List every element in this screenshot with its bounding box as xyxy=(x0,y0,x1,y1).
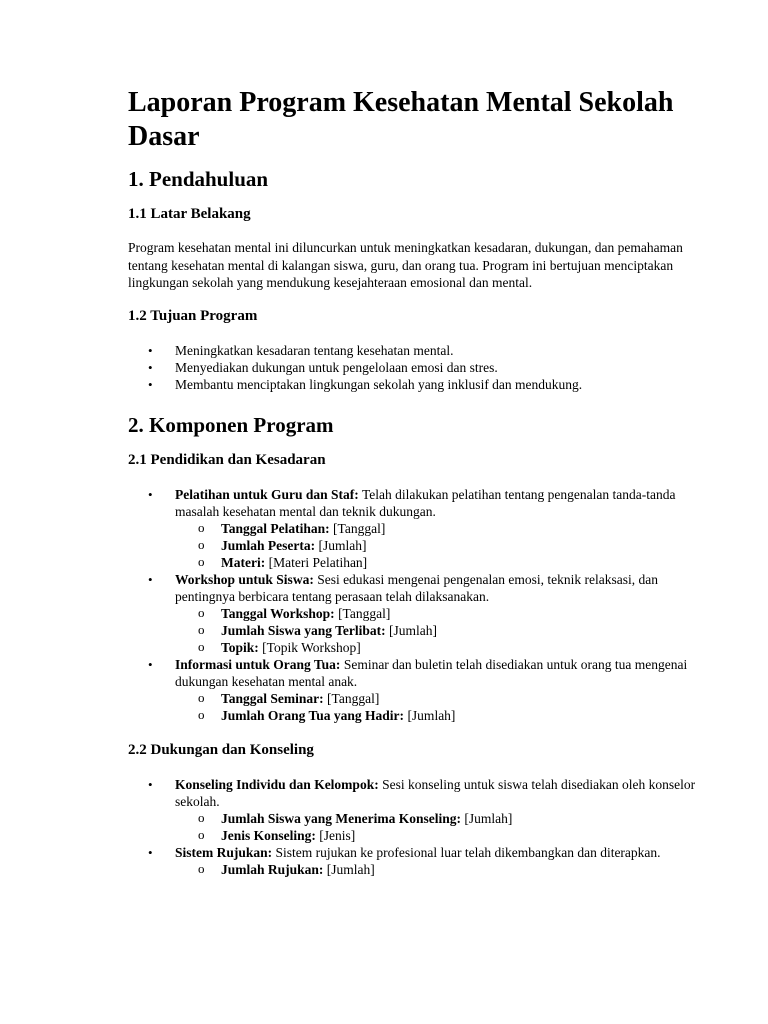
subsection-heading-tujuan-program: 1.2 Tujuan Program xyxy=(128,307,258,324)
sub-item-label: Tanggal Pelatihan: xyxy=(221,520,330,536)
subsection-heading-dukungan: 2.2 Dukungan dan Konseling xyxy=(128,741,314,758)
sub-item-value: [Materi Pelatihan] xyxy=(265,554,368,570)
sub-list-item xyxy=(175,827,698,844)
sub-item-label: Tanggal Seminar: xyxy=(221,690,324,706)
sub-item-label: Jumlah Rujukan: xyxy=(221,861,324,877)
sub-list-item xyxy=(175,861,698,878)
sub-list-item xyxy=(175,605,698,622)
subsection-heading-pendidikan: 2.1 Pendidikan dan Kesadaran xyxy=(128,451,326,468)
item-text: Telah dilakukan pelatihan tentang pengenalan tanda-tanda masalah kesehatan mental dan teknik dukungan. xyxy=(175,486,676,519)
sub-list-item xyxy=(175,639,698,656)
sub-list xyxy=(128,605,698,656)
tujuan-list xyxy=(128,342,698,393)
document-page xyxy=(128,86,698,878)
sub-item-value: [Jumlah] xyxy=(385,622,438,638)
item-text: Seminar dan buletin telah disediakan untuk orang tua mengenai dukungan kesehatan mental anak. xyxy=(175,656,688,689)
sub-item-value: [Jumlah] xyxy=(315,537,367,553)
sub-item-label: Jumlah Peserta: xyxy=(221,537,316,553)
list-item: • Menyediakan dukungan untuk pengelolaan emosi dan stres. xyxy=(128,359,698,376)
list-item: • Membantu menciptakan lingkungan sekolah yang inklusif dan mendukung. xyxy=(128,376,698,393)
sub-list-item xyxy=(175,707,698,724)
sub-item-label: Jumlah Siswa yang Terlibat: xyxy=(221,622,386,638)
item-text: Sesi edukasi mengenai pengenalan emosi, teknik relaksasi, dan pentingnya berbicara tentang perasaan telah dilaksanakan. xyxy=(175,571,658,604)
sub-list xyxy=(128,520,698,571)
latar-belakang-paragraph: Program kesehatan mental ini diluncurkan untuk meningkatkan kesadaran, dukungan, dan pemahaman tentang kesehatan mental di kalangan siswa, guru, dan orang tua. Program ini bertujuan menciptakan lingkungan sekolah yang mendukung kesejahteraan emosional dan mental. xyxy=(128,240,683,290)
sub-item-value: [Jenis] xyxy=(315,827,356,843)
sub-item-value: [Topik Workshop] xyxy=(258,639,361,655)
sub-item-label: Materi: xyxy=(221,554,266,570)
sub-item-label: Jenis Konseling: xyxy=(221,827,316,843)
section-heading-pendahuluan: 1. Pendahuluan xyxy=(128,167,269,191)
sub-list-item xyxy=(175,622,698,639)
sub-item-label: Topik: xyxy=(221,639,259,655)
sub-item-value: [Jumlah] xyxy=(461,810,513,826)
pendidikan-list xyxy=(128,486,698,724)
subsection-heading-latar-belakang: 1.1 Latar Belakang xyxy=(128,206,251,222)
item-label: Konseling Individu dan Kelompok: xyxy=(175,776,379,792)
sub-list-item xyxy=(175,520,698,537)
dukungan-list xyxy=(128,776,698,878)
sub-item-label: Jumlah Siswa yang Menerima Konseling: xyxy=(221,810,462,826)
list-item xyxy=(128,844,698,878)
section-heading-komponen-program: 2. Komponen Program xyxy=(128,412,334,437)
item-label: Informasi untuk Orang Tua: xyxy=(175,656,341,672)
sub-list-item xyxy=(175,537,698,554)
sub-list xyxy=(128,690,698,724)
item-label: Pelatihan untuk Guru dan Staf: xyxy=(175,486,359,502)
sub-list xyxy=(128,810,698,844)
sub-list xyxy=(128,861,698,878)
sub-item-label: Jumlah Orang Tua yang Hadir: xyxy=(221,707,405,723)
document-title: Laporan Program Kesehatan Mental Sekolah Dasar xyxy=(128,87,674,152)
sub-list-item xyxy=(175,690,698,707)
list-item xyxy=(128,486,698,571)
sub-item-label: Tanggal Workshop: xyxy=(221,605,335,621)
list-item xyxy=(128,571,698,656)
sub-list-item xyxy=(175,810,698,827)
item-text: Sesi konseling untuk siswa telah disediakan oleh konselor sekolah. xyxy=(175,776,696,809)
sub-item-value: [Tanggal] xyxy=(323,690,380,706)
item-text: Sistem rujukan ke profesional luar telah dikembangkan dan diterapkan. xyxy=(272,844,661,860)
sub-list-item xyxy=(175,554,698,571)
sub-item-value: [Tanggal] xyxy=(334,605,391,621)
list-item: • Meningkatkan kesadaran tentang kesehatan mental. xyxy=(128,342,698,359)
list-item xyxy=(128,776,698,844)
sub-item-value: [Tanggal] xyxy=(329,520,386,536)
list-item xyxy=(128,656,698,724)
item-label: Sistem Rujukan: xyxy=(175,844,273,860)
sub-item-value: [Jumlah] xyxy=(323,861,375,877)
sub-item-value: [Jumlah] xyxy=(404,707,456,723)
item-label: Workshop untuk Siswa: xyxy=(175,571,314,587)
